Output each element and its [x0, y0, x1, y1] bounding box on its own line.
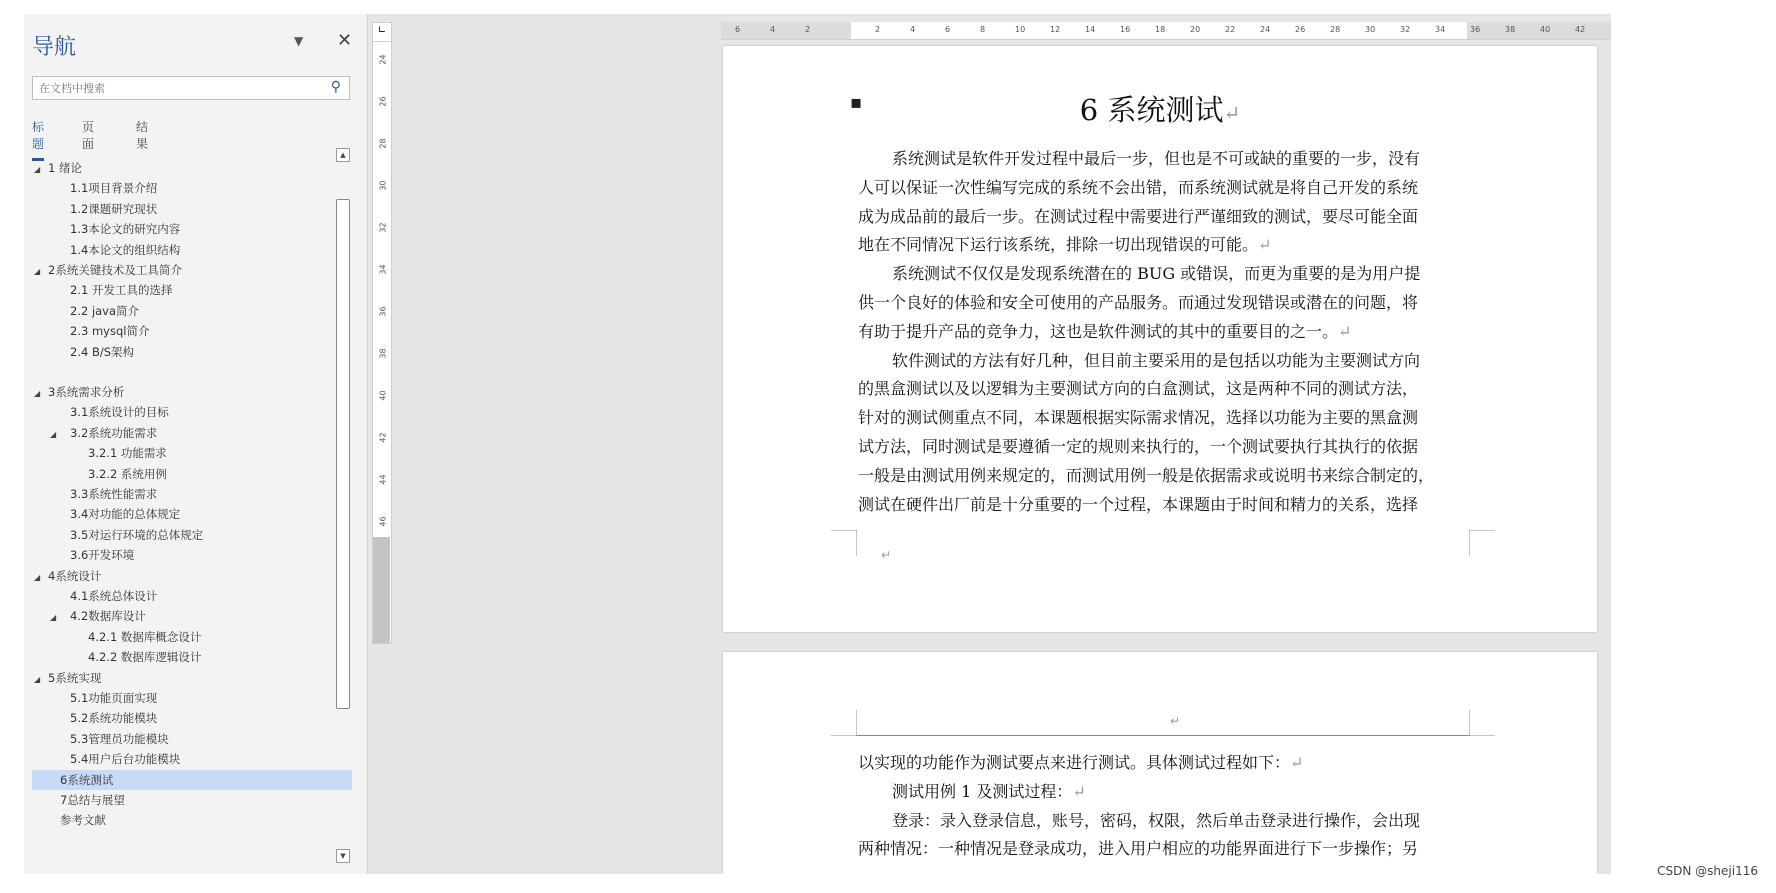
- ruler-right-margin: [1467, 22, 1611, 39]
- nav-item[interactable]: [32, 443, 352, 463]
- text-line: [858, 749, 1478, 778]
- text-line: [858, 318, 1478, 347]
- text-line-content: 软件测试的方法有好几种，但目前主要采用的是包括以功能为主要测试方向: [892, 350, 1421, 370]
- nav-item[interactable]: [32, 342, 352, 362]
- nav-item[interactable]: [32, 810, 352, 830]
- ruler-tick-label: 2: [805, 25, 811, 34]
- text-line-content: 成为成品前的最后一步。在测试过程中需要进行严谨细致的测试，要尽可能全面: [858, 206, 1419, 226]
- nav-item[interactable]: [32, 627, 352, 647]
- text-line-content: 一般是由测试用例来规定的，而测试用例一般是依据需求或说明书来综合制定的，: [858, 465, 1435, 485]
- ruler-tick-label: 40: [1540, 25, 1551, 34]
- ruler-tick-label: 44: [378, 474, 388, 485]
- nav-item-label: 3系统需求分析: [48, 385, 125, 399]
- nav-item-label: 4.1系统总体设计: [70, 589, 158, 603]
- search-input[interactable]: [33, 77, 315, 99]
- text-line: [858, 491, 1478, 520]
- text-line-content: 测试用例 1 及测试过程：: [892, 781, 1073, 801]
- text-line-content: 人可以保证一次性编写完成的系统不会出错，而系统测试就是将自己开发的系统: [858, 177, 1419, 197]
- nav-item[interactable]: [32, 749, 352, 769]
- nav-item-label: 3.2.1 功能需求: [88, 446, 167, 461]
- paragraph-mark: ↵: [1338, 321, 1352, 341]
- nav-item-label: 3.6开发环境: [70, 548, 135, 563]
- nav-item[interactable]: [32, 790, 352, 810]
- text-line: [858, 231, 1478, 260]
- watermark-credit: CSDN @sheji116: [1657, 864, 1758, 878]
- nav-item[interactable]: [32, 545, 352, 565]
- paragraph-mark: ↵: [1258, 235, 1272, 255]
- nav-item[interactable]: [32, 525, 352, 545]
- chevron-down-icon[interactable]: ▼: [294, 34, 304, 48]
- nav-item[interactable]: [32, 321, 352, 341]
- nav-item[interactable]: [32, 770, 352, 790]
- ruler-tick-label: 36: [1470, 25, 1481, 34]
- text-line-content: 试方法，同时测试是要遵循一定的规则来执行的，一个测试要执行其执行的依据: [858, 437, 1419, 456]
- nav-scrollbar[interactable]: [336, 148, 350, 863]
- scroll-thumb[interactable]: [336, 199, 350, 709]
- ruler-tick-label: 10: [1015, 25, 1026, 34]
- crop-mark: [831, 710, 857, 736]
- collapse-triangle-icon[interactable]: ◢: [34, 165, 41, 174]
- nav-item[interactable]: [32, 402, 352, 422]
- nav-item[interactable]: [32, 301, 352, 321]
- collapse-triangle-icon[interactable]: ◢: [34, 674, 41, 684]
- ruler-tick-label: 18: [1155, 25, 1166, 34]
- nav-item[interactable]: [32, 647, 352, 667]
- nav-item-label: 2.4 B/S架构: [70, 344, 135, 359]
- nav-item-label: 4.2.1 数据库概念设计: [88, 629, 202, 644]
- ruler-tick-label: 20: [1190, 25, 1201, 34]
- crop-mark: [1469, 530, 1495, 556]
- paragraph-mark: ↵: [881, 548, 892, 562]
- text-line-content: 供一个良好的体验和安全可使用的产品服务。而通过发现错误或潜在的问题，将: [858, 293, 1419, 312]
- nav-item-label: 5.1功能页面实现: [70, 691, 158, 705]
- nav-item-label: 4.2.2 数据库逻辑设计: [88, 650, 202, 665]
- navigation-pane: [24, 14, 368, 874]
- ruler-tick-label: 24: [378, 54, 388, 65]
- nav-item-label: 5.3管理员功能模块: [70, 731, 169, 746]
- nav-item-label: 2.2 java简介: [70, 303, 140, 318]
- crop-mark: [1469, 710, 1495, 736]
- search-icon[interactable]: ⚲: [330, 79, 341, 95]
- nav-item-label: 1.1项目背景介绍: [70, 181, 158, 196]
- paragraph-mark: ↵: [1072, 781, 1086, 801]
- nav-item-label: 4系统设计: [48, 568, 102, 583]
- nav-item[interactable]: [32, 199, 352, 219]
- text-line: [858, 260, 1512, 289]
- nav-item-label: 3.1系统设计的目标: [70, 405, 169, 420]
- nav-item[interactable]: [32, 464, 352, 484]
- nav-item-label: 5系统实现: [48, 670, 102, 685]
- text-line: [858, 375, 1478, 404]
- nav-item[interactable]: [32, 240, 352, 260]
- ruler-tick-label: 26: [378, 96, 388, 107]
- collapse-triangle-icon[interactable]: ◢: [50, 613, 57, 623]
- heading-text: 6 系统测试: [1079, 93, 1224, 127]
- nav-item-label: 4.2数据库设计: [70, 609, 146, 624]
- ruler-tick-label: 26: [1295, 25, 1306, 34]
- ruler-tick-label: 8: [980, 25, 986, 34]
- ruler-tick-label: 30: [378, 180, 388, 191]
- crop-mark: [831, 530, 857, 556]
- nav-item-label: 3.3系统性能需求: [70, 487, 158, 501]
- horizontal-ruler[interactable]: [721, 22, 1611, 40]
- tab-selector[interactable]: ∟: [372, 22, 392, 42]
- ruler-tick-label: 2: [875, 25, 881, 34]
- scroll-down-icon[interactable]: ▼: [336, 849, 350, 863]
- nav-item[interactable]: [32, 729, 352, 749]
- text-line: [858, 289, 1478, 318]
- text-line: [858, 807, 1512, 836]
- nav-item[interactable]: [32, 178, 352, 198]
- nav-item-label: 7总结与展望: [60, 793, 125, 807]
- ruler-tick-label: 12: [1050, 25, 1061, 34]
- ruler-tick-label: 28: [378, 138, 388, 149]
- nav-item-label: 2.3 mysql简介: [70, 324, 150, 339]
- nav-item[interactable]: [32, 280, 352, 300]
- nav-item[interactable]: [32, 566, 352, 586]
- nav-item[interactable]: [32, 260, 352, 280]
- collapse-triangle-icon[interactable]: ◢: [34, 572, 41, 582]
- nav-item-label: 1 绪论: [48, 161, 82, 175]
- text-line: [858, 433, 1478, 462]
- ruler-tick-label: 42: [1575, 25, 1586, 34]
- ruler-tick-label: 38: [378, 348, 388, 359]
- tab-pages[interactable]: 页面: [82, 120, 95, 151]
- nav-item-label: 3.4对功能的总体规定: [70, 507, 181, 522]
- ruler-tick-label: 24: [1260, 25, 1271, 34]
- text-line-content: 系统测试是软件开发过程中最后一步，但也是不可或缺的重要的一步，没有: [892, 149, 1421, 168]
- text-line: [858, 835, 1478, 864]
- page-heading: [723, 88, 1597, 129]
- collapse-triangle-icon[interactable]: ◢: [34, 267, 41, 276]
- ruler-left-margin: [721, 22, 851, 39]
- text-line: [858, 404, 1478, 433]
- nav-item[interactable]: [32, 504, 352, 524]
- nav-item-label: 参考文献: [60, 813, 106, 828]
- text-line: [858, 462, 1478, 491]
- nav-item[interactable]: [32, 423, 352, 443]
- paragraph-mark: ↵: [1290, 753, 1304, 772]
- paragraph-mark: ↵: [1223, 101, 1241, 125]
- ruler-tick-label: 4: [770, 25, 776, 34]
- scroll-up-icon[interactable]: ▲: [336, 148, 350, 162]
- nav-item[interactable]: [32, 688, 352, 708]
- ruler-tick-label: 42: [378, 432, 388, 443]
- nav-item-label: 1.2课题研究现状: [70, 201, 158, 216]
- ruler-tick-label: 4: [910, 25, 916, 34]
- ruler-tick-label: 16: [1120, 25, 1131, 34]
- text-line: [858, 174, 1478, 203]
- paragraph-mark: ↵: [1170, 714, 1181, 728]
- ruler-tick-label: 34: [1435, 25, 1446, 34]
- text-line-content: 登录：录入登录信息，账号，密码，权限，然后单击登录进行操作，会出现: [892, 810, 1421, 830]
- nav-item[interactable]: [32, 158, 352, 178]
- ruler-tick-label: 38: [1505, 25, 1516, 34]
- nav-item-label: 1.4本论文的组织结构: [70, 242, 181, 257]
- ruler-tick-label: 40: [378, 390, 388, 401]
- search-box: [32, 76, 350, 100]
- nav-item-label: 3.5对运行环境的总体规定: [70, 527, 204, 542]
- nav-item[interactable]: [32, 606, 352, 626]
- ruler-tick-label: 36: [378, 306, 388, 317]
- text-line-content: 的黑盒测试以及以逻辑为主要测试方向的白盒测试，这是两种不同的测试方法，: [858, 379, 1419, 399]
- document-page[interactable]: [723, 46, 1597, 632]
- nav-item[interactable]: [32, 382, 352, 402]
- text-line: [858, 145, 1512, 174]
- nav-item-label: 5.2系统功能模块: [70, 711, 158, 726]
- ruler-tick-label: 6: [945, 25, 951, 34]
- text-line: [858, 347, 1512, 376]
- tab-results[interactable]: 结果: [136, 120, 149, 151]
- nav-item-label: 1.3本论文的研究内容: [70, 222, 181, 237]
- nav-item-label: 2.1 开发工具的选择: [70, 283, 173, 298]
- ruler-tick-label: 34: [378, 264, 388, 275]
- text-line-content: 地在不同情况下运行该系统，排除一切出现错误的可能。: [858, 235, 1259, 255]
- nav-item[interactable]: [32, 668, 352, 688]
- nav-item[interactable]: [32, 219, 352, 239]
- nav-title: 导航: [32, 35, 77, 60]
- ruler-tick-label: 6: [735, 25, 741, 34]
- collapse-triangle-icon[interactable]: ◢: [34, 389, 41, 398]
- ruler-tick-label: 46: [378, 516, 388, 527]
- text-line-content: 系统测试不仅仅是发现系统潜在的 BUG 或错误，而更为重要的是为用户提: [892, 264, 1421, 284]
- bullet-mark: ▪: [850, 92, 863, 113]
- nav-item[interactable]: [32, 484, 352, 504]
- collapse-triangle-icon[interactable]: ◢: [50, 429, 57, 439]
- text-line: [858, 203, 1478, 232]
- nav-item-label: 3.2系统功能需求: [70, 425, 158, 440]
- document-page[interactable]: [723, 652, 1597, 874]
- nav-item-label: 2系统关键技术及工具简介: [48, 263, 182, 277]
- word-window: [24, 14, 1611, 874]
- ruler-tick-label: 14: [1085, 25, 1096, 34]
- ruler-tick-label: 28: [1330, 25, 1341, 34]
- ruler-tick-label: 22: [1225, 25, 1236, 34]
- text-line-content: 以实现的功能作为测试要点来进行测试。具体测试过程如下：: [858, 753, 1291, 772]
- ruler-tick-label: 32: [1400, 25, 1411, 34]
- text-line: [858, 778, 1512, 807]
- nav-item[interactable]: [32, 708, 352, 728]
- text-line-content: 针对的测试侧重点不同，本课题根据实际需求情况，选择以功能为主要的黑盒测: [858, 408, 1419, 428]
- nav-item-label: 3.2.2 系统用例: [88, 466, 167, 481]
- text-line-content: 两种情况：一种情况是登录成功，进入用户相应的功能界面进行下一步操作；另: [858, 839, 1419, 859]
- ruler-tick-label: 32: [378, 222, 388, 233]
- header-divider: [857, 735, 1469, 736]
- ruler-tick-label: 30: [1365, 25, 1376, 34]
- text-line-content: 有助于提升产品的竞争力，这也是软件测试的其中的重要目的之一。: [858, 321, 1339, 341]
- nav-item[interactable]: [32, 586, 352, 606]
- close-icon[interactable]: ✕: [337, 30, 353, 51]
- text-line-content: 测试在硬件出厂前是十分重要的一个过程，本课题由于时间和精力的关系，选择: [858, 494, 1419, 514]
- tab-headings[interactable]: 标题: [32, 118, 44, 161]
- vertical-ruler-margin: [373, 537, 390, 643]
- nav-item-label: 5.4用户后台功能模块: [70, 752, 181, 767]
- nav-item-label: 6系统测试: [60, 772, 114, 787]
